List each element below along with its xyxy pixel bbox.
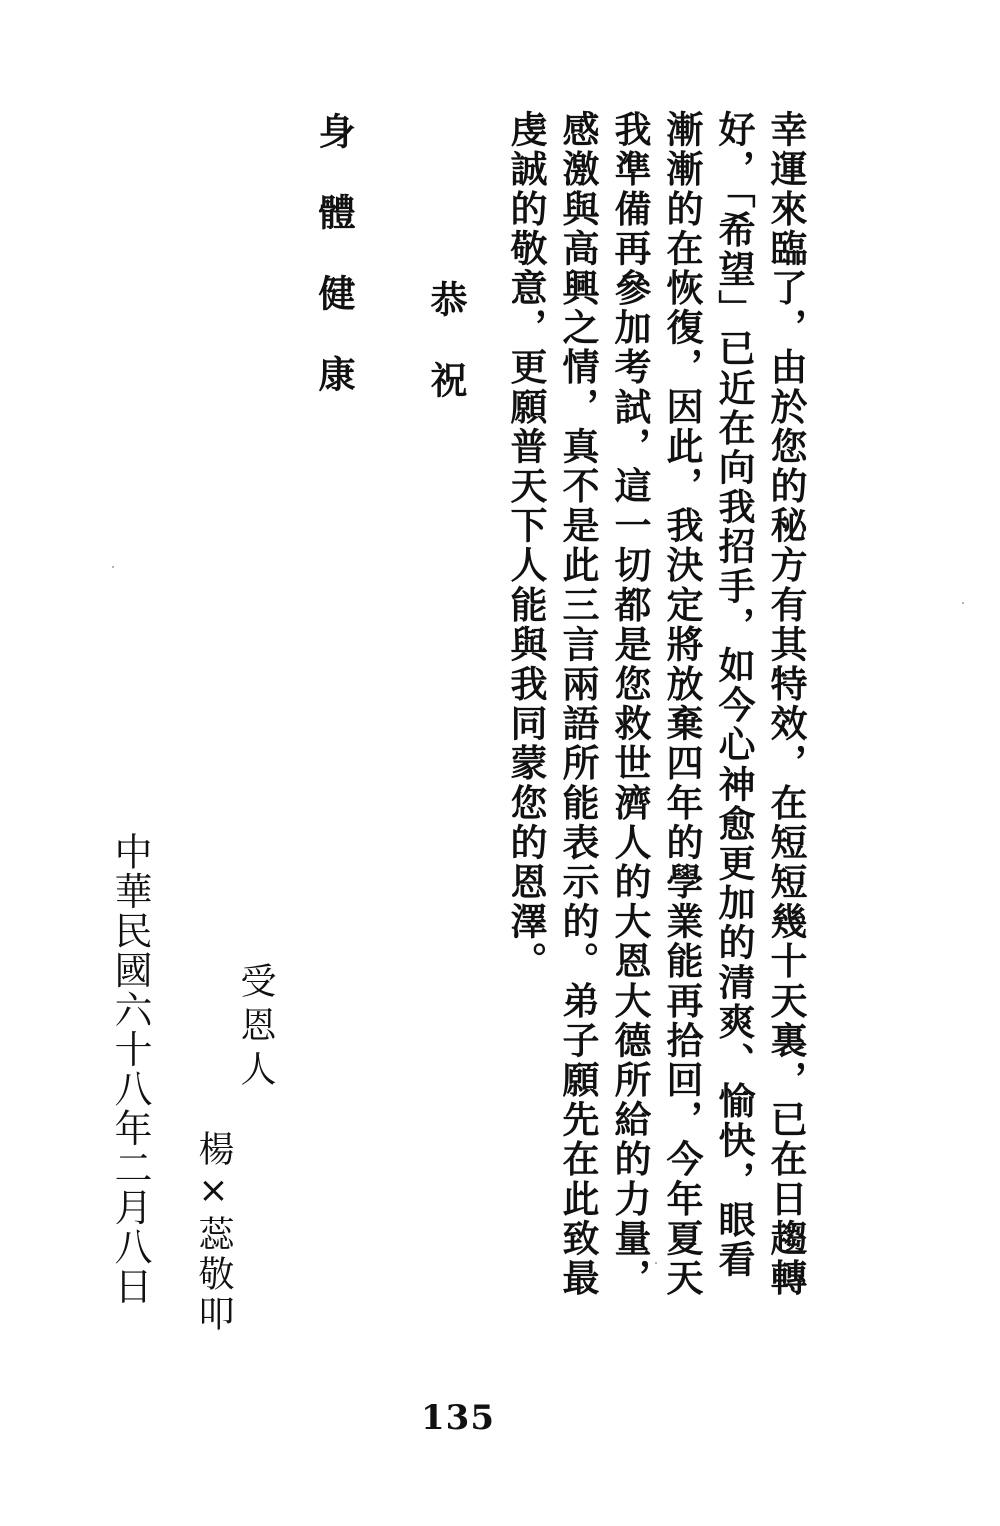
letter-column-4: 我準備再參加考試，這一切都是您救世濟人的大恩大德所給的力量，: [608, 110, 652, 1298]
letter-column-3: 漸漸的在恢復，因此，我決定將放棄四年的學業能再拾回，今年夏天: [660, 110, 704, 1298]
page-number: 135: [421, 1398, 495, 1438]
scan-speck: [962, 602, 964, 604]
closing-phrase: 恭祝: [424, 280, 468, 442]
closing-wish: 身體健康: [312, 112, 356, 436]
recipient-label: 受恩人: [235, 962, 276, 1094]
letter-date: 中華民國六十八年二月八日: [108, 832, 152, 1306]
letter-column-2: 好，「希望」已近在向我招手，如今心神愈更加的清爽、愉快，眼看: [712, 110, 756, 1280]
scan-speck: [655, 1262, 657, 1264]
scan-speck: [112, 566, 114, 568]
letter-column-6: 虔誠的敬意，更願普天下人能與我同蒙您的恩澤。: [504, 110, 548, 982]
letter-column-1: 幸運來臨了，由於您的秘方有其特效，在短短幾十天裏，已在日趨轉: [764, 110, 808, 1298]
signer-name: 楊×蕊敬叩: [193, 1130, 234, 1335]
letter-column-5: 感激與高興之情，真不是此三言兩語所能表示的。弟子願先在此致最: [556, 110, 600, 1298]
